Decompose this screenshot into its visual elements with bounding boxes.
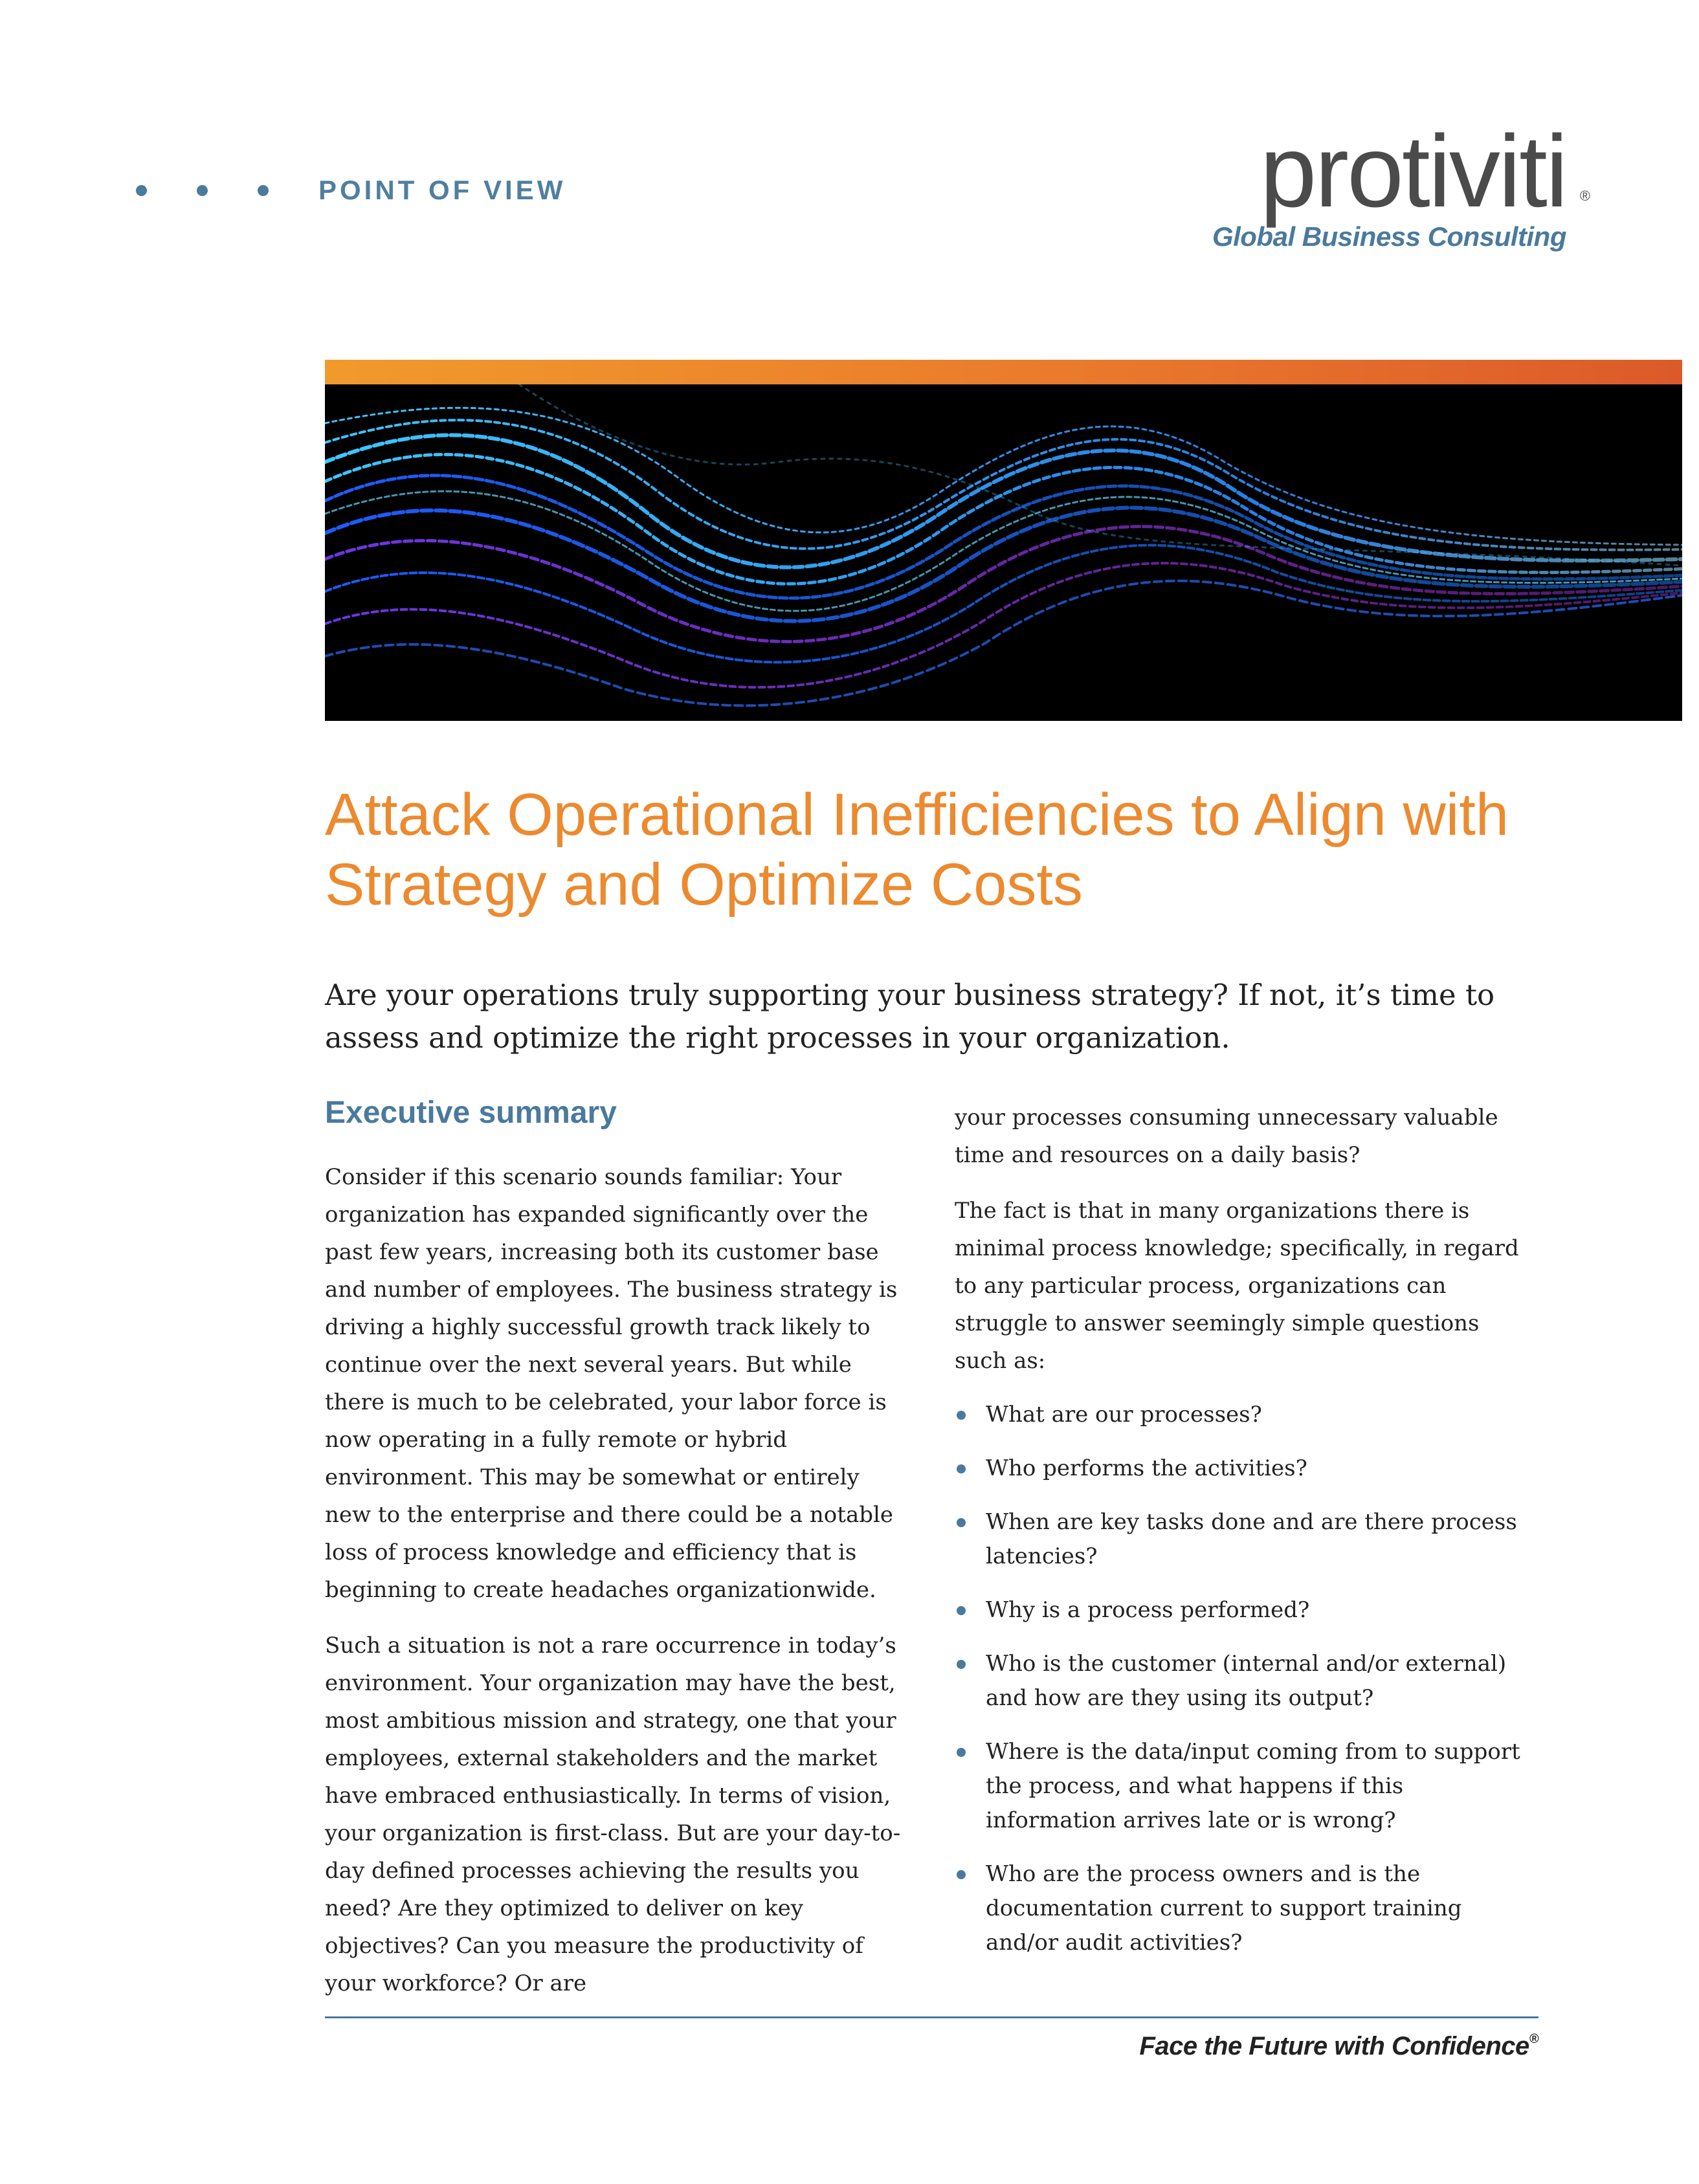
body-paragraph: your processes consuming unnecessary valuable time and resources on a daily basis?	[955, 1105, 1498, 1168]
bullet-icon	[957, 1660, 966, 1669]
dot-icon	[197, 185, 208, 196]
list-item	[955, 1857, 1537, 1960]
dot-icon	[136, 185, 147, 196]
section-heading: Executive summary	[325, 1096, 617, 1130]
light-waves-graphic	[325, 384, 1682, 721]
logo-wordmark	[1260, 115, 1588, 228]
protiviti-logo	[1204, 115, 1588, 252]
bullet-icon	[957, 1464, 966, 1473]
footer-tagline-text: Face the Future with Confidence	[1139, 2032, 1529, 2060]
bullet-icon	[957, 1748, 966, 1757]
hero-image	[325, 384, 1682, 721]
logo-wordmark-text: protiviti	[1260, 115, 1566, 228]
page-title: Attack Operational Inefficiencies to Align with Strategy and Optimize Costs	[325, 782, 1509, 918]
question-list	[955, 1398, 1537, 1960]
right-column	[955, 1099, 1537, 1980]
list-item-text: Where is the data/input coming from to support the process, and what happens if this information arrives late or is wrong?	[986, 1739, 1520, 1833]
footer-tagline	[1139, 2032, 1538, 2061]
bullet-icon	[957, 1411, 966, 1420]
left-column	[325, 1094, 907, 2020]
list-item-text: Who performs the activities?	[986, 1455, 1307, 1481]
registered-mark: ®	[1529, 2031, 1538, 2046]
body-paragraph: The fact is that in many organizations there is minimal process knowledge; specifically, in regard to any particular process, organizations can struggle to answer seemingly simple questions such as:	[955, 1198, 1519, 1374]
hero-accent-bar	[325, 360, 1682, 384]
list-item-text: Who are the process owners and is the documentation current to support training and/or audit activities?	[986, 1861, 1462, 1956]
registered-mark: ®	[1579, 188, 1588, 204]
bullet-icon	[957, 1606, 966, 1615]
list-item	[955, 1647, 1537, 1715]
list-item	[955, 1451, 1537, 1486]
list-item	[955, 1593, 1537, 1627]
dot-icon	[258, 185, 269, 196]
body-paragraph: Consider if this scenario sounds familiar: Your organization has expanded significantly over the past few years, increasing both its customer base and number of employees. The business strategy is driving a highly successful growth track likely to continue over the next several years. But while there is much to be celebrated, your labor force is now operating in a fully remote or hybrid environment. This may be somewhat or entirely new to the enterprise and there could be a notable loss of process knowledge and efficiency that is beginning to create headaches organizationwide.	[325, 1164, 898, 1603]
section-label: POINT OF VIEW	[318, 175, 566, 205]
list-item-text: Who is the customer (internal and/or external) and how are they using its output?	[986, 1651, 1507, 1711]
bullet-icon	[957, 1870, 966, 1879]
footer-divider	[325, 2016, 1538, 2018]
list-item-text: What are our processes?	[986, 1402, 1262, 1428]
logo-tagline: Global Business Consulting	[1212, 221, 1566, 252]
body-paragraph: Such a situation is not a rare occurrence in today’s environment. Your organization may have the best, most ambitious mission and strategy, one that your employees, external stakeholders and the market have embraced enthusiastically. In terms of vision, your organization is first-class. But are your day-to-day defined processes achieving the results you need? Are they optimized to deliver on key objectives? Can you measure the productivity of your workforce? Or are	[325, 1633, 901, 1996]
lead-paragraph: Are your operations truly supporting your business strategy? If not, it’s time to assess and optimize the right processes in your organization.	[325, 978, 1495, 1055]
list-item	[955, 1398, 1537, 1432]
bullet-icon	[957, 1518, 966, 1527]
point-of-view-header	[136, 175, 566, 206]
list-item	[955, 1505, 1537, 1574]
list-item	[955, 1735, 1537, 1838]
list-item-text: Why is a process performed?	[986, 1597, 1310, 1623]
list-item-text: When are key tasks done and are there process latencies?	[986, 1509, 1517, 1569]
